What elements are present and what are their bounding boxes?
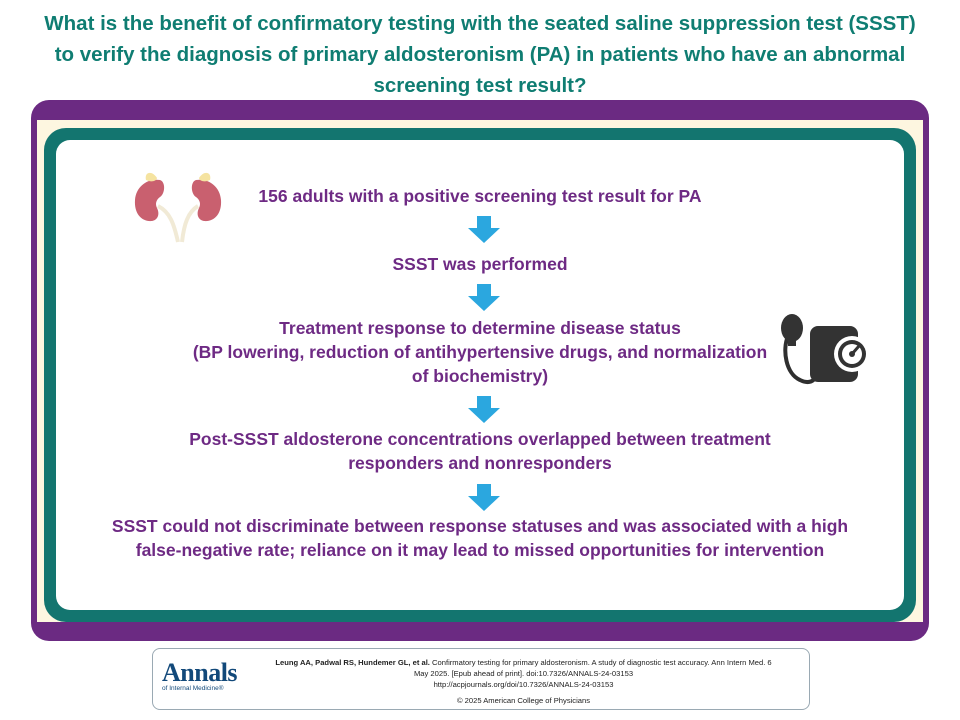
step-conclusion-line-2: false-negative rate; reliance on it may lead to missed opportunities for intervention xyxy=(135,540,825,560)
title-line-1: What is the benefit of confirmatory testing with the seated saline suppression test (SSST) xyxy=(44,12,916,35)
title-line-2: to verify the diagnosis of primary aldosteronism (PA) in patients who have an abnormal xyxy=(54,43,906,66)
step-treatment-response xyxy=(80,316,880,388)
down-arrow-icon xyxy=(467,484,501,512)
title-line-3: screening test result? xyxy=(373,74,587,97)
step-conclusion-line-1: SSST could not discriminate between response statuses and was associated with a high xyxy=(111,516,849,536)
step-ssst-text: SSST was performed xyxy=(392,254,568,274)
step-aldosterone-overlap xyxy=(80,427,880,475)
logo-subtitle: of Internal Medicine® xyxy=(162,685,224,692)
step-treatment-line-2: (BP lowering, reduction of antihypertensive drugs, and normalization xyxy=(192,342,768,362)
citation-reference: Confirmatory testing for primary aldosteronism. A study of diagnostic test accuracy. Ann Intern Med. 6 xyxy=(429,658,772,667)
citation-url[interactable]: http://acpjournals.org/doi/10.7326/ANNALS-24-03153 xyxy=(433,680,614,689)
logo-wordmark: Annals xyxy=(162,658,238,687)
annals-logo xyxy=(162,658,242,693)
infographic-title xyxy=(40,8,920,101)
step-treatment-line-1: Treatment response to determine disease status xyxy=(279,318,681,338)
step-treatment-line-3: of biochemistry) xyxy=(411,366,549,386)
step-enrollment xyxy=(80,184,880,208)
step-overlap-line-1: Post-SSST aldosterone concentrations overlapped between treatment xyxy=(189,429,771,449)
down-arrow-icon xyxy=(467,216,501,244)
copyright-notice: © 2025 American College of Physicians xyxy=(456,696,591,705)
citation-line-2: May 2025. [Epub ahead of print]. doi:10.7326/ANNALS-24-03153 xyxy=(413,669,634,678)
down-arrow-icon xyxy=(467,396,501,424)
step-enrollment-text: 156 adults with a positive screening test result for PA xyxy=(258,186,702,206)
down-arrow-icon xyxy=(467,284,501,312)
blood-pressure-monitor-icon xyxy=(778,308,872,392)
step-ssst xyxy=(80,252,880,276)
step-overlap-line-2: responders and nonresponders xyxy=(348,453,612,473)
citation-authors: Leung AA, Padwal RS, Hundemer GL, et al. xyxy=(275,658,430,667)
citation-line-1 xyxy=(246,657,801,668)
step-conclusion xyxy=(70,514,890,562)
